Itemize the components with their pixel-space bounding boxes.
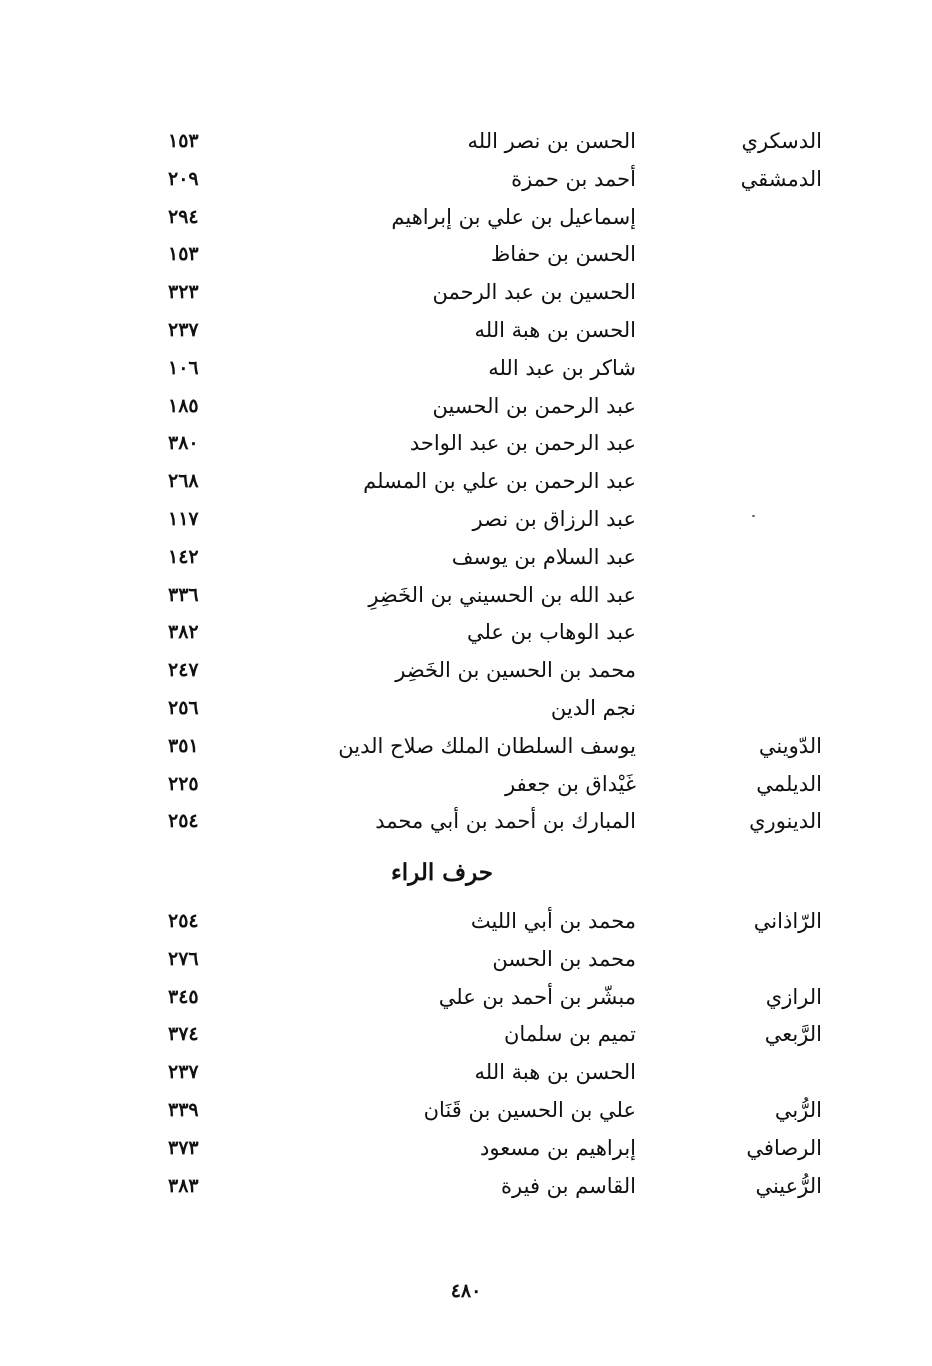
section-heading-text: حرف الراء [390,859,494,886]
entry-name: الحسن بن هبة الله [474,317,636,342]
entry-nisba: الدينوري [749,809,822,834]
index-entry [0,202,932,240]
entry-page-ref: ٢٣٧ [168,1061,199,1084]
section-heading [0,856,932,890]
entry-page-ref: ٢٩٤ [168,205,199,228]
entry-name: عبد الرحمن بن الحسين [432,393,636,418]
index-entry [0,617,932,655]
index-entry [0,1171,932,1209]
entry-name: إسماعيل بن علي بن إبراهيم [391,204,636,229]
entry-name: علي بن الحسين بن قَنَان [423,1097,636,1122]
index-entry [0,906,932,944]
index-entry [0,239,932,277]
entry-nisba: الرّاذاني [753,909,822,933]
index-entry [0,315,932,353]
scan-speck [752,515,755,517]
index-entry [0,731,932,769]
entry-page-ref: ١٤٢ [168,545,199,568]
entry-page-ref: ٣٥١ [168,734,199,757]
index-entry [0,982,932,1020]
entry-page-ref: ١٨٥ [168,394,199,417]
entry-name: يوسف السلطان الملك صلاح الدين [338,733,636,758]
entry-page-ref: ٢٥٦ [168,696,199,719]
entry-name: الحسن بن نصر الله [467,129,636,153]
entry-nisba: الرُّبي [774,1097,822,1122]
entry-page-ref: ٢٦٨ [168,470,199,493]
entry-name: غَيْداق بن جعفر [505,771,636,796]
entry-name: أحمد بن حمزة [511,166,636,191]
entry-nisba: الرُّعيني [755,1173,822,1198]
entry-nisba: الرازي [765,984,822,1009]
entry-page-ref: ٣٧٤ [168,1023,199,1046]
entry-page-ref: ٣٧٣ [168,1136,199,1159]
index-entry [0,504,932,542]
entry-name: شاكر بن عبد الله [488,355,636,380]
index-entry [0,466,932,504]
entry-name: عبد الرزاق بن نصر [472,506,636,531]
entry-name: مبشّر بن أحمد بن علي [438,984,636,1009]
entry-name: تميم بن سلمان [504,1022,636,1047]
entry-nisba: الرَّبعي [764,1022,822,1047]
entry-page-ref: ٢٧٦ [168,947,199,970]
index-entry [0,806,932,844]
index-entry [0,769,932,807]
entry-nisba: الدمشقي [740,166,822,191]
entry-name: المبارك بن أحمد بن أبي محمد [375,809,636,834]
index-entry [0,126,932,164]
entry-page-ref: ٢٠٩ [168,167,199,190]
entry-name: عبد الرحمن بن عبد الواحد [409,431,636,456]
entry-page-ref: ٢٥٤ [168,910,199,932]
page-number: ٤٨٠ [450,1280,482,1302]
index-entry [0,1019,932,1057]
index-entry [0,580,932,618]
index-entry [0,693,932,731]
entry-page-ref: ٢٢٥ [168,772,199,795]
entry-page-ref: ١١٧ [168,507,199,530]
entry-page-ref: ٣٢٣ [168,281,199,304]
entry-page-ref: ٣٨٢ [168,621,199,644]
index-entry [0,1133,932,1171]
entry-page-ref: ١٥٣ [168,243,199,266]
entry-nisba: الرصافي [746,1135,822,1160]
entry-page-ref: ٣٤٥ [168,985,199,1008]
entry-name: إبراهيم بن مسعود [480,1135,636,1160]
entry-name: محمد بن أبي الليث [470,909,636,933]
entry-nisba: الديلمي [756,771,822,796]
entry-nisba: الدسكري [741,129,822,153]
entry-name: محمد بن الحسن [492,946,636,971]
entry-page-ref: ٣٣٦ [168,583,199,606]
index-entry [0,353,932,391]
index-entry [0,1057,932,1095]
entry-name: عبد الله بن الحسيني بن الخَضِرِ [368,582,636,607]
entry-page-ref: ٣٨٠ [168,432,199,455]
entry-name: محمد بن الحسين بن الخَضِر [395,658,636,683]
entry-name: عبد السلام بن يوسف [451,544,636,569]
entry-page-ref: ٣٣٩ [168,1098,199,1121]
index-entry [0,1095,932,1133]
entry-nisba: الدّويني [758,733,822,758]
entry-name: القاسم بن فيرة [501,1173,636,1198]
index-entry [0,164,932,202]
index-entry [0,655,932,693]
index-entry [0,428,932,466]
index-entry [0,277,932,315]
entry-page-ref: ١٠٦ [168,356,199,379]
entry-page-ref: ٣٨٣ [168,1174,199,1197]
entry-page-ref: ١٥٣ [168,130,199,152]
index-entry [0,944,932,982]
entry-name: عبد الوهاب بن علي [466,620,636,645]
index-section-dal [0,126,932,844]
entry-page-ref: ٢٥٤ [168,810,199,833]
entry-name: نجم الدين [550,695,636,720]
entry-name: الحسين بن عبد الرحمن [432,280,636,305]
index-section-ra [0,906,932,1208]
entry-name: الحسن بن هبة الله [474,1060,636,1085]
index-entry [0,391,932,429]
entry-name: الحسن بن حفاظ [490,242,636,267]
entry-page-ref: ٢٣٧ [168,318,199,341]
index-entry [0,542,932,580]
entry-name: عبد الرحمن بن علي بن المسلم [363,469,636,494]
entry-page-ref: ٢٤٧ [168,659,199,682]
